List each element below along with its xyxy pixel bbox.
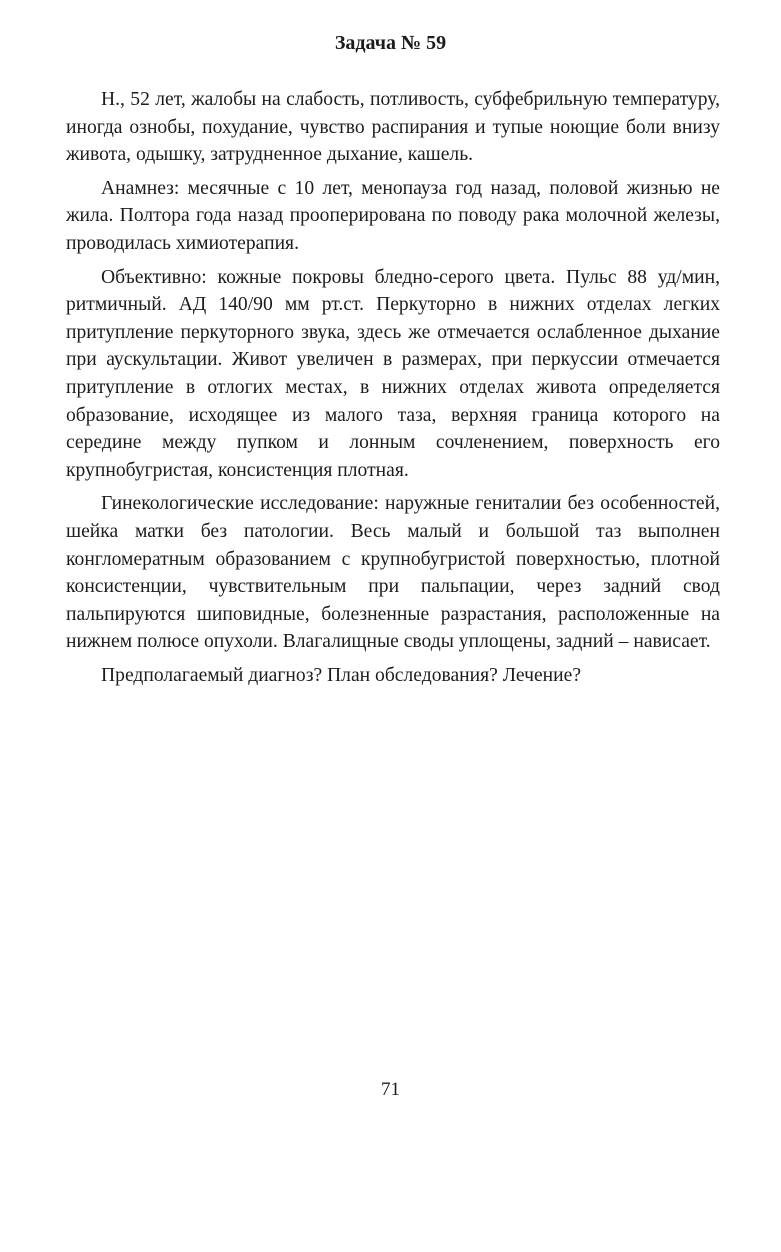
- questions-paragraph: Предполагаемый диагноз? План обследования? Лечение?: [101, 664, 582, 686]
- task-title: Задача № 59: [334, 32, 447, 54]
- task-body: [66, 86, 720, 695]
- complaints-paragraph: Н., 52 лет, жалобы на слабость, потливость, субфебрильную температуру, иногда ознобы, похудание, чувство распирания и тупые ноющие боли внизу живота, одышку, затрудненное дыхание, кашель.: [66, 89, 720, 166]
- page-number: 71: [381, 1079, 400, 1100]
- anamnesis-paragraph: Анамнез: месячные с 10 лет, менопауза год назад, половой жизнью не жила. Полтора года назад прооперирована по поводу рака молочной железы, проводилась химиотерапия.: [66, 177, 720, 254]
- objective-paragraph: Объективно: кожные покровы бледно-серого цвета. Пульс 88 уд/мин, ритмичный. АД 140/90 мм рт.ст. Перкуторно в нижних отделах легких притупление перкуторного звука, здесь же отмечается ослабленное дыхание при аускультации. Живот увеличен в размерах, при перкуссии отмечается притупление в отлогих местах, в нижних отделах живота определяется образование, исходящее из малого таза, верхняя граница которого на середине между пупком и лонным сочленением, поверхность его крупнобугристая, консистенция плотная.: [66, 266, 720, 481]
- gynecological-paragraph: Гинекологические исследование: наружные гениталии без особенностей, шейка матки без патологии. Весь малый и большой таз выполнен конгломератным образованием с крупнобугристой поверхностью, плотной консистенции, чувствительным при пальпации, через задний свод пальпируются шиповидные, болезненные разрастания, расположенные на нижнем полюсе опухоли. Влагалищные своды уплощены, задний – нависает.: [66, 493, 720, 653]
